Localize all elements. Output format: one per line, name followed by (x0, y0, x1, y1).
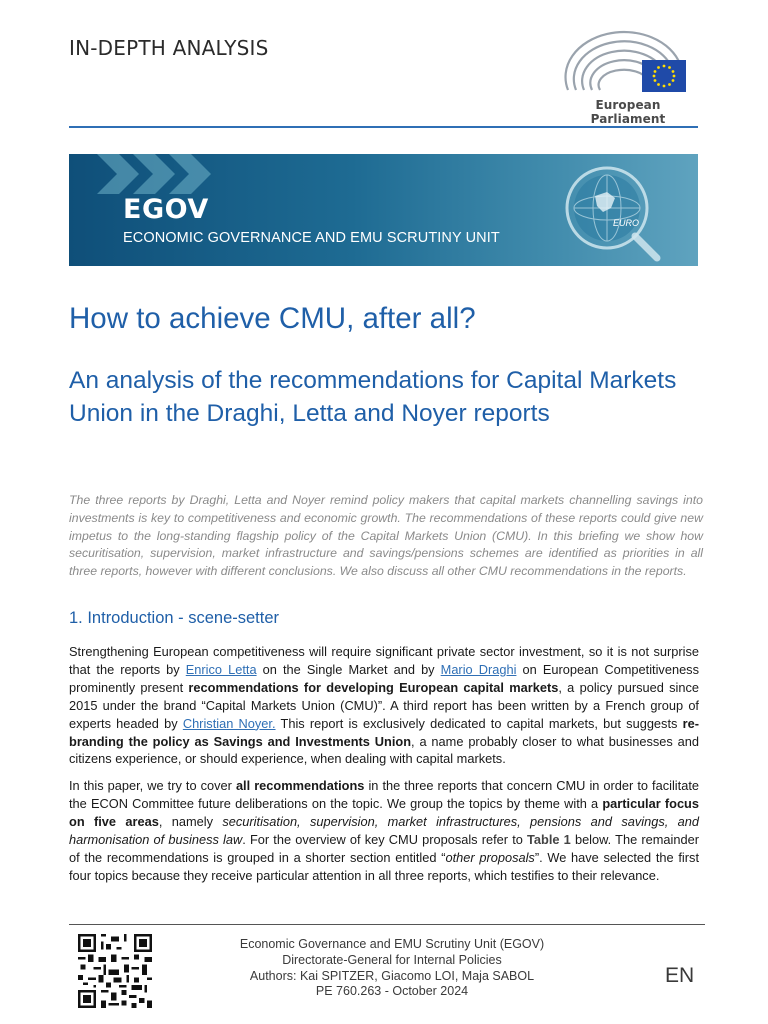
text-run: Strengthening European competitiveness will require significant private sector investment, so it is not surprise that the reports by (69, 644, 699, 677)
text-run: In this paper, we try to cover (69, 778, 236, 793)
egov-banner (69, 154, 698, 266)
footer-directorate: Directorate-General for Internal Policies (282, 952, 502, 967)
text-run: , namely (158, 813, 223, 829)
abstract: The three reports by Draghi, Letta and Noyer remind policy makers that capital markets channelling savings into investments is key to competitiveness and economic growth. The recommendations of these reports could give new impetus to the long-standing flagship policy of the Capital Markets Union (CMU). In this briefing we show how securitisation, supervision, market infrastructure and savings/pensions schemes are identified as priorities in all three reports, however with different conclusions. We also discuss all other CMU recommendations in the reports. (69, 493, 703, 579)
link-christian-noyer[interactable]: Christian Noyer. (182, 715, 276, 731)
chevron-decoration-icon (97, 154, 247, 194)
bold-text: re-branding the policy as Savings and Investments Union (69, 715, 699, 749)
text-run: , a name probably closer to what businesses and citizens experience, or should experience, when dealing with capital markets. (69, 733, 699, 767)
text-run: on the Single Market and by (256, 661, 441, 677)
intro-paragraph-2 (69, 777, 699, 884)
link-enrico-letta[interactable]: Enrico Letta (185, 661, 257, 677)
footer-divider (69, 924, 705, 925)
bold-text: particular focus on five areas (69, 795, 699, 829)
qr-code-icon (78, 934, 152, 1008)
italic-text: securitisation, supervision, market infrastructures, pensions and savings, and harmonisation of business law (69, 813, 699, 847)
table-reference: Table 1 (527, 831, 571, 847)
footer-info (200, 937, 584, 1000)
text-run: below. The remainder of the recommendations is grouped in a shorter section entitled “ (69, 831, 699, 865)
text-run: . For the overview of key CMU proposals refer to (242, 831, 528, 847)
bold-text: all recommendations (235, 778, 365, 793)
bold-text: recommendations for developing European capital markets (188, 679, 559, 695)
link-mario-draghi[interactable]: Mario Draghi (440, 661, 517, 677)
document-title: How to achieve CMU, after all? (69, 302, 476, 335)
language-code: EN (665, 964, 695, 987)
european-parliament-logo-text: European Parliament (590, 98, 666, 126)
banner-title: EGOV (123, 194, 209, 225)
text-run: This report is exclusively dedicated to capital markets, but suggests (275, 715, 683, 731)
document-type-label: IN-DEPTH ANALYSIS (69, 36, 269, 60)
italic-text: other proposals (445, 849, 535, 865)
globe-euro-label: EURO (613, 218, 640, 228)
globe-magnifier-icon (549, 156, 698, 266)
footer-reference: PE 760.263 - October 2024 (315, 984, 469, 999)
text-run: in the three reports that concern CMU in order to facilitate the ECON Committee future deliberations on the topic. We group the topics by theme with a (69, 778, 699, 811)
banner-subtitle: ECONOMIC GOVERNANCE AND EMU SCRUTINY UNIT (123, 230, 500, 246)
header-divider (69, 126, 698, 128)
document-subtitle: An analysis of the recommendations for Capital Markets Union in the Draghi, Letta and Noyer reports (69, 367, 677, 427)
footer-authors: Authors: Kai SPITZER, Giacomo LOI, Maja SABOL (249, 968, 535, 983)
intro-paragraph-1 (69, 643, 699, 768)
text-run: on European Competitiveness prominently present (69, 661, 699, 695)
text-run: , a policy pursued since 2015 under the brand “Capital Markets Union (CMU)”. A third report has been written by a French group of experts headed by (69, 679, 700, 731)
section-heading: 1. Introduction - scene-setter (69, 609, 280, 627)
text-run: ”. We have selected the first four topics because they receive particular attention in all three reports, which testifies to their relevance. (69, 849, 699, 883)
footer-unit: Economic Governance and EMU Scrutiny Unit (EGOV) (239, 937, 545, 951)
